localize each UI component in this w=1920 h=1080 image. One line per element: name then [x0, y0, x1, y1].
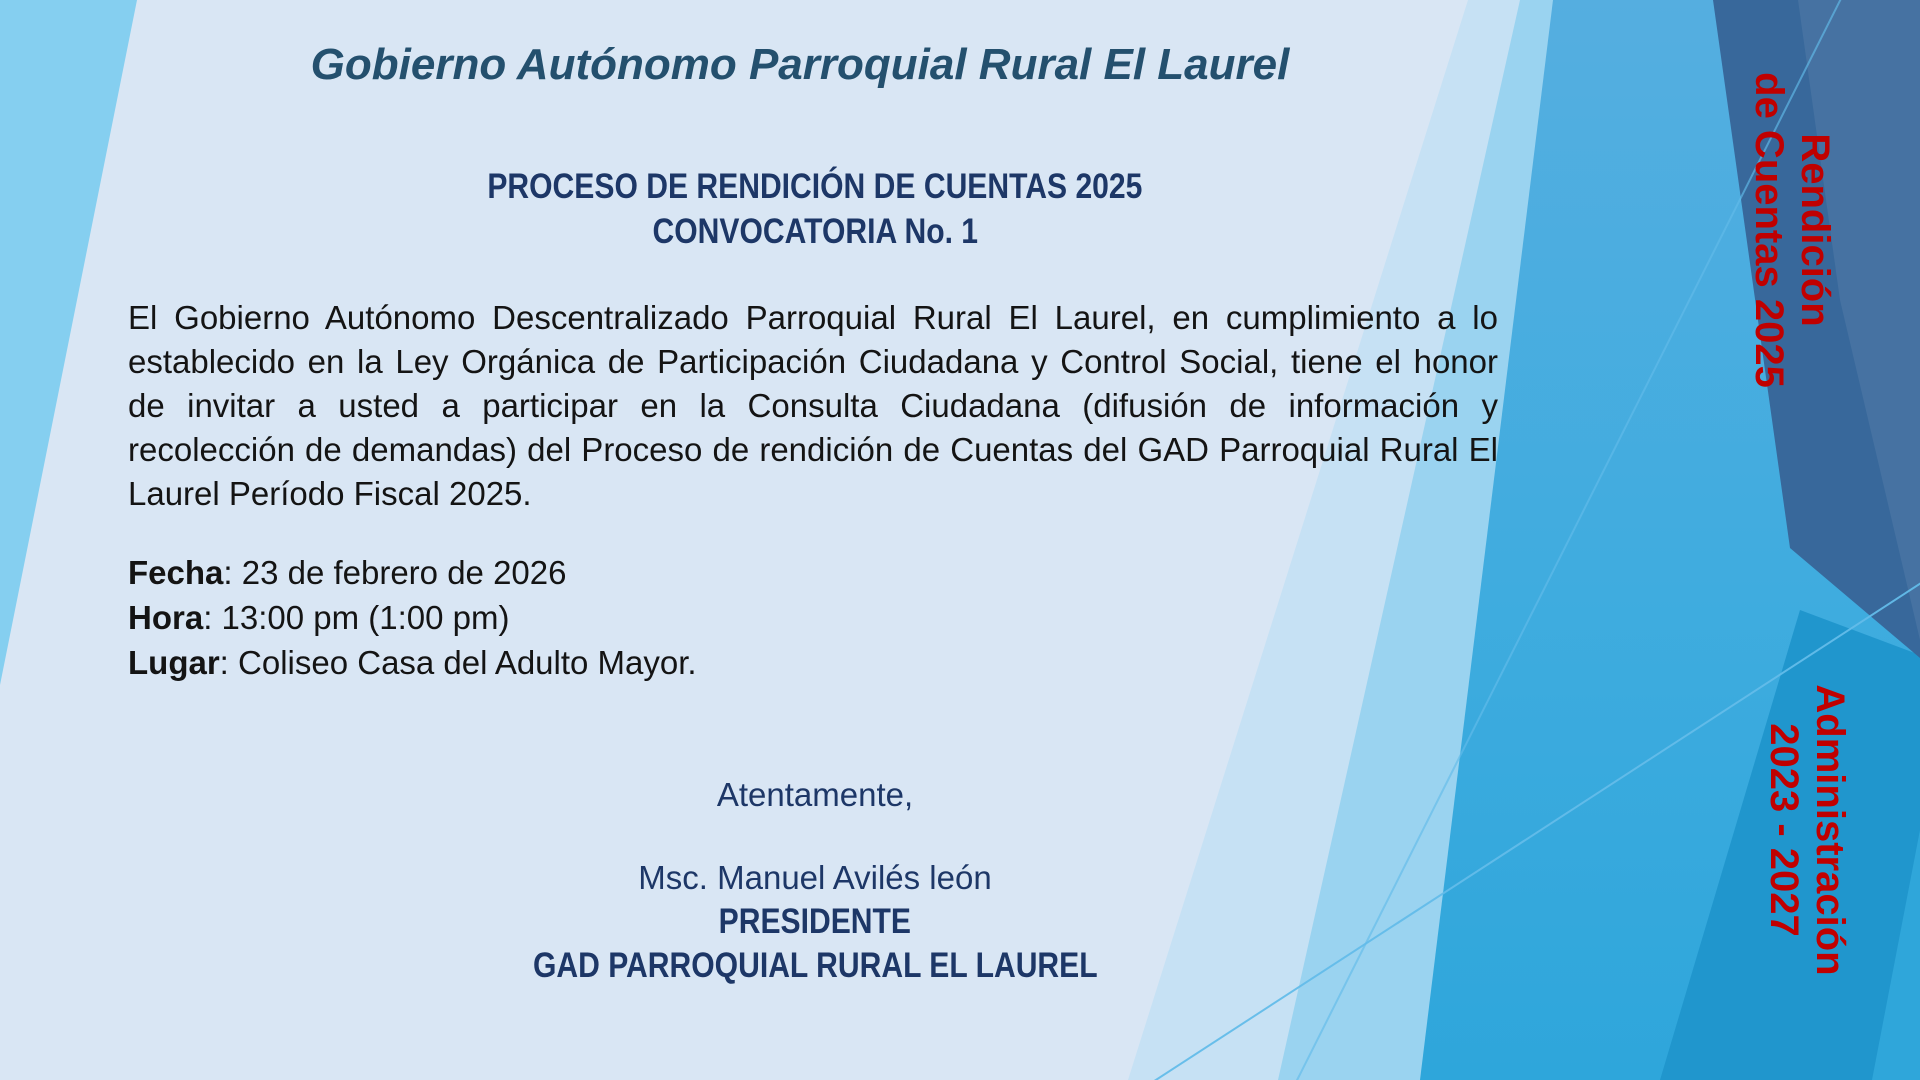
detail-value: : Coliseo Casa del Adulto Mayor. [219, 644, 697, 681]
detail-label: Lugar [128, 644, 220, 681]
detail-label: Fecha [128, 554, 224, 591]
banner-line: Rendición [1793, 133, 1837, 327]
banner-line: de Cuentas 2025 [1747, 72, 1791, 388]
subtitle-line-1: PROCESO DE RENDICIÓN DE CUENTAS 2025 [487, 167, 1143, 206]
vertical-banner-administracion [1759, 645, 1853, 1015]
detail-value: : 23 de febrero de 2026 [223, 554, 567, 591]
body-paragraph: El Gobierno Autónomo Descentralizado Parroquial Rural El Laurel, en cumplimiento a lo establecido en la Ley Orgánica de Participación Ciudadana y Control Social, tiene el honor de invitar a usted a participar en la Consulta Ciudadana (difusión de información y recolección de demandas) del Proceso de rendición de Cuentas del GAD Parroquial Rural El Laurel Período Fiscal 2025. [128, 299, 1498, 512]
subtitle-line-2: CONVOCATORIA No. 1 [652, 212, 978, 251]
subtitle-block [0, 164, 1630, 254]
detail-value: : 13:00 pm (1:00 pm) [203, 599, 510, 636]
signature-org: GAD PARROQUIAL RURAL EL LAUREL [532, 946, 1098, 985]
page-title: Gobierno Autónomo Parroquial Rural El Laurel [310, 40, 1290, 89]
signature-block [0, 856, 1630, 988]
event-details [128, 550, 697, 685]
detail-line-lugar [128, 640, 697, 685]
signature-title: PRESIDENTE [718, 902, 912, 941]
banner-line: 2023 - 2027 [1762, 723, 1806, 937]
banner-line: Administración [1808, 684, 1852, 976]
detail-line-hora [128, 595, 697, 640]
detail-label: Hora [128, 599, 204, 636]
signature-name: Msc. Manuel Avilés león [638, 859, 992, 896]
closing-line: Atentamente, [716, 776, 914, 813]
detail-line-fecha [128, 550, 697, 595]
vertical-banner-rendicion [1744, 50, 1838, 410]
